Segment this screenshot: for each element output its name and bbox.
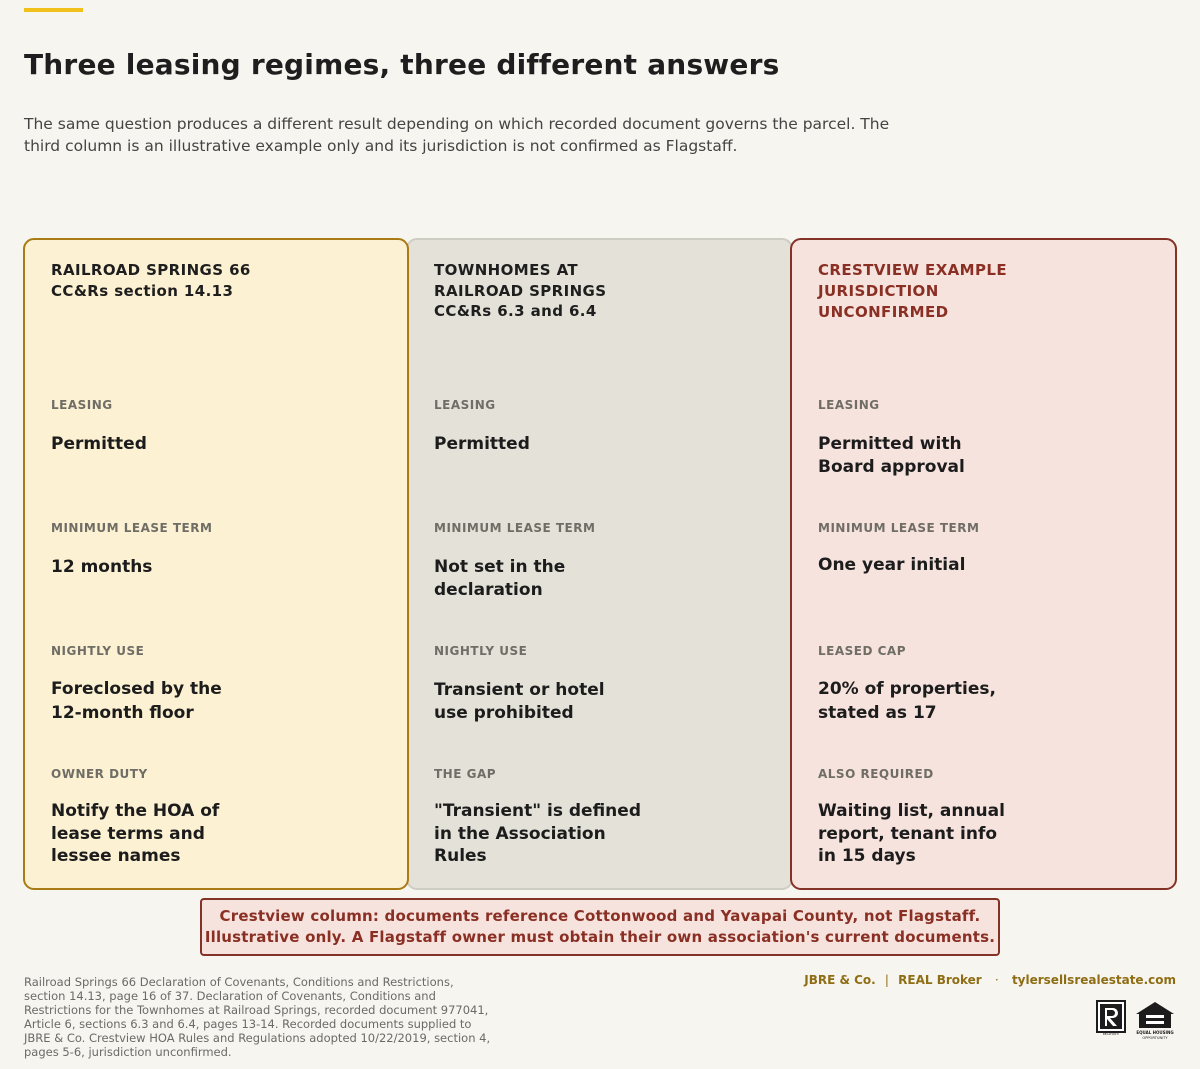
value-line: Notify the HOA of [51, 801, 220, 821]
website-link[interactable]: tylersellsrealestate.com [1011, 973, 1176, 987]
row-label: MINIMUM LEASE TERM [818, 521, 980, 535]
heading-line: CRESTVIEW EXAMPLE [818, 261, 1007, 279]
equal-housing-text-line: OPPORTUNITY [1142, 1036, 1168, 1040]
row-value [51, 433, 351, 456]
row-label: LEASED CAP [818, 644, 906, 658]
credits-dot: · [994, 973, 999, 987]
value-line: Permitted with [818, 434, 962, 454]
value-line: 12-month floor [51, 703, 194, 723]
row-label: LEASING [818, 398, 880, 412]
value-line: use prohibited [434, 702, 574, 723]
value-line: 20% of properties, [818, 679, 996, 699]
brokerage-name: JBRE & Co. [804, 973, 876, 987]
realtor-text: REALTOR® [1102, 1032, 1120, 1036]
row-label: MINIMUM LEASE TERM [434, 521, 596, 535]
page-subtitle: The same question produces a different result depending on which recorded document governs the parcel. The third column is an illustrative example only and its jurisdiction is not confirmed as Flagstaff. [24, 115, 890, 155]
row-value [434, 800, 734, 868]
row-value [51, 556, 351, 579]
source-citation [24, 975, 514, 1059]
heading-line: CC&Rs section 14.13 [51, 281, 234, 300]
logos [1096, 1000, 1176, 1040]
source-line: JBRE & Co. Crestview HOA Rules and Regulations adopted 10/22/2019, section 4, [24, 1031, 491, 1045]
column-heading [434, 260, 754, 322]
value-line: Not set in the [434, 557, 566, 577]
value-line: Waiting list, annual [818, 801, 1005, 821]
source-line: Article 6, sections 6.3 and 6.4, pages 13-14. Recorded documents supplied to [24, 1017, 472, 1031]
value-line: Foreclosed by the [51, 679, 222, 699]
equal-housing-text-line: EQUAL HOUSING [1136, 1030, 1174, 1035]
page-title: Three leasing regimes, three different answers [24, 48, 780, 81]
value-line: 12 months [51, 557, 153, 577]
credits [804, 973, 1176, 987]
value-line: Board approval [818, 456, 965, 477]
crestview-disclaimer-note [200, 898, 1000, 956]
source-line: Restrictions for the Townhomes at Railroad Springs, recorded document 977041, [24, 1003, 489, 1017]
value-line: lease terms and [51, 823, 205, 844]
row-value [818, 433, 1118, 478]
column-townhomes-at-railroad-springs [406, 238, 793, 890]
row-value [51, 800, 351, 868]
comparison-columns [23, 238, 1178, 890]
value-line: declaration [434, 579, 543, 600]
realtor-r-icon [1096, 1000, 1126, 1036]
value-line: Rules [434, 846, 487, 866]
row-value [434, 433, 734, 456]
value-line: lessee names [51, 846, 181, 866]
row-value [818, 554, 1118, 577]
source-line: section 14.13, page 16 of 37. Declaration of Covenants, Conditions and [24, 989, 436, 1003]
column-heading [818, 260, 1138, 323]
value-line: in the Association [434, 823, 606, 844]
value-line: report, tenant info [818, 823, 998, 844]
row-label: NIGHTLY USE [51, 644, 145, 658]
heading-line: UNCONFIRMED [818, 303, 949, 321]
heading-line: CC&Rs 6.3 and 6.4 [434, 302, 597, 320]
heading-line: JURISDICTION [818, 282, 939, 300]
row-value [434, 556, 734, 601]
source-line: Railroad Springs 66 Declaration of Covenants, Conditions and Restrictions, [24, 975, 454, 989]
value-line: One year initial [818, 555, 966, 575]
heading-line: TOWNHOMES AT [434, 261, 579, 279]
equal-housing-icon [1134, 1000, 1176, 1040]
broker-name: REAL Broker [898, 973, 982, 987]
row-label: LEASING [434, 398, 496, 412]
value-line: Transient or hotel [434, 680, 605, 700]
heading-line: RAILROAD SPRINGS 66 [51, 261, 251, 279]
value-line: Permitted [51, 434, 147, 454]
value-line: in 15 days [818, 846, 916, 866]
value-line: stated as 17 [818, 703, 937, 723]
row-value [818, 677, 1118, 725]
accent-bar [24, 8, 83, 12]
row-value [818, 800, 1118, 868]
row-value [51, 677, 351, 725]
credits-divider: | [884, 973, 889, 987]
row-label: LEASING [51, 398, 113, 412]
column-heading [51, 260, 371, 301]
row-label: NIGHTLY USE [434, 644, 528, 658]
value-line: Permitted [434, 434, 530, 454]
column-crestview-example [790, 238, 1177, 890]
column-railroad-springs-66 [23, 238, 409, 890]
note-line: Crestview column: documents reference Cottonwood and Yavapai County, not Flagstaff. [219, 907, 981, 925]
row-label: THE GAP [434, 767, 497, 781]
source-line: pages 5-6, jurisdiction unconfirmed. [24, 1045, 232, 1059]
value-line: "Transient" is defined [434, 801, 641, 821]
row-value [434, 679, 734, 724]
heading-line: RAILROAD SPRINGS [434, 281, 607, 300]
row-label: ALSO REQUIRED [818, 767, 934, 781]
row-label: MINIMUM LEASE TERM [51, 521, 213, 535]
row-label: OWNER DUTY [51, 767, 148, 781]
note-line: Illustrative only. A Flagstaff owner must obtain their own association's current documents. [204, 928, 996, 946]
